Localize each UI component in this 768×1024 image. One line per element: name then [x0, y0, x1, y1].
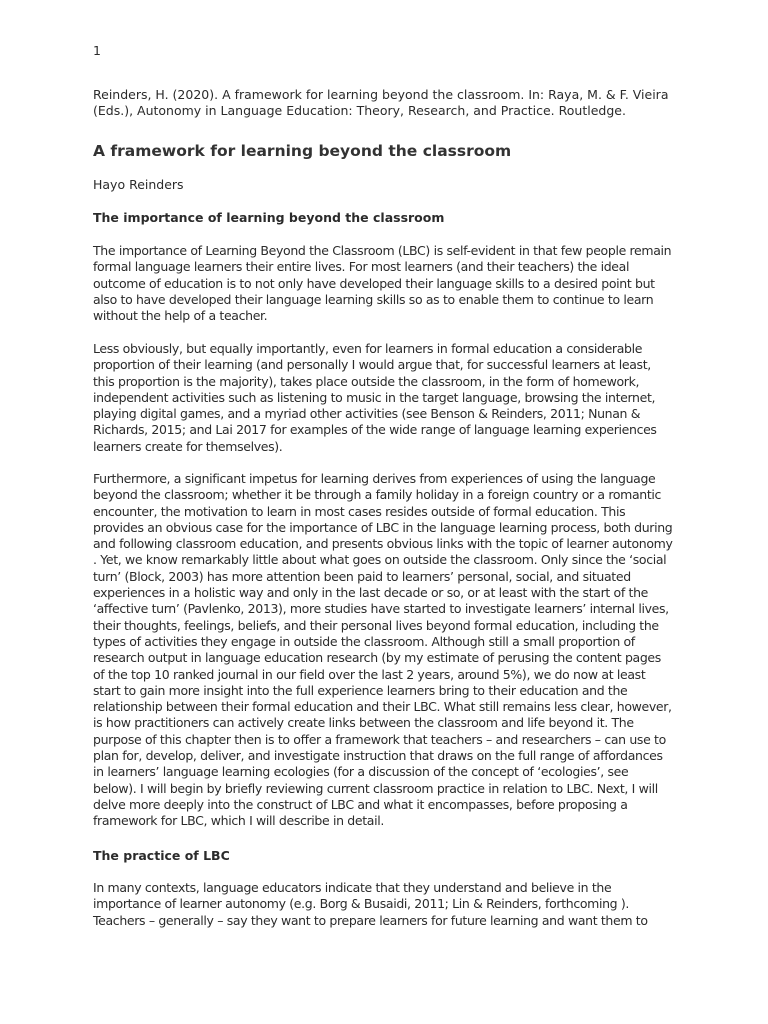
paragraph-4	[93, 880, 673, 929]
section-heading-practice: The practice of LBC	[93, 848, 230, 863]
paragraph-2	[93, 341, 673, 455]
section-heading-importance: The importance of learning beyond the classroom	[93, 210, 445, 225]
paragraph-text: Furthermore, a significant impetus for learning derives from experiences of using the language beyond the classroom; whether it be through a family holiday in a foreign country or a romantic encounter, the motivation to learn in most cases resides outside of formal education. This provides an obvious case for the importance of LBC in the language learning process, both during and following classroom education, and presents obvious links with the topic of learner autonomy . Yet, we know remarkably little about what goes on outside the classroom. Only since the ‘social turn’ (Block, 2003) has more attention been paid to learners’ personal, social, and situated experiences in a holistic way and only in the last decade or so, or at least with the start of the ‘affective turn’ (Pavlenko, 2013), more studies have started to investigate learners’ internal lives, their thoughts, feelings, beliefs, and their personal lives beyond formal education, including the types of activities they engage in outside the classroom. Although still a small proportion of research output in language education research (by my estimate of perusing the content pages of the top 10 ranked journal in our field over the last 2 years, around 5%), we do now at least start to gain more insight into the full experience learners bring to their education and the relationship between their formal education and their LBC. What still remains less clear, however, is how practitioners can actively create links between the classroom and life beyond it. The purpose of this chapter then is to offer a framework that teachers – and researchers – can use to plan for, develop, deliver, and investigate instruction that draws on the full range of affordances in learners’ language learning ecologies (for a discussion of the concept of ‘ecologies’, see below). I will begin by briefly reviewing current classroom practice in relation to LBC. Next, I will delve more deeply into the construct of LBC and what it encompasses, before proposing a framework for LBC, which I will describe in detail.	[93, 471, 673, 829]
paragraph-3	[93, 471, 673, 830]
paragraph-text: The importance of Learning Beyond the Classroom (LBC) is self-evident in that few people remain formal language learners their entire lives. For most learners (and their teachers) the ideal outcome of education is to not only have developed their language skills to a desired point but also to have developed their language learning skills so as to enable them to continue to learn without the help of a teacher.	[93, 243, 672, 324]
document-title: A framework for learning beyond the classroom	[93, 142, 512, 160]
citation: Reinders, H. (2020). A framework for learning beyond the classroom. In: Raya, M. & F. Vieira (Eds.), Autonomy in Language Education: Theory, Research, and Practice. Routledge.	[93, 87, 669, 119]
paragraph-text: Less obviously, but equally importantly, even for learners in formal education a considerable proportion of their learning (and personally I would argue that, for successful learners at least, this proportion is the majority), takes place outside the classroom, in the form of homework, independent activities such as listening to music in the target language, browsing the internet, playing digital games, and a myriad other activities (see Benson & Reinders, 2011; Nunan & Richards, 2015; and Lai 2017 for examples of the wide range of language learning experiences learners create for themselves).	[93, 341, 657, 454]
author-name: Hayo Reinders	[93, 177, 184, 192]
page-number: 1	[93, 43, 101, 58]
paragraph-text: In many contexts, language educators indicate that they understand and believe in the importance of learner autonomy (e.g. Borg & Busaidi, 2011; Lin & Reinders, forthcoming ). Teachers – generally – say they want to prepare learners for future learning and want them to	[93, 880, 648, 928]
paragraph-1	[93, 243, 673, 324]
